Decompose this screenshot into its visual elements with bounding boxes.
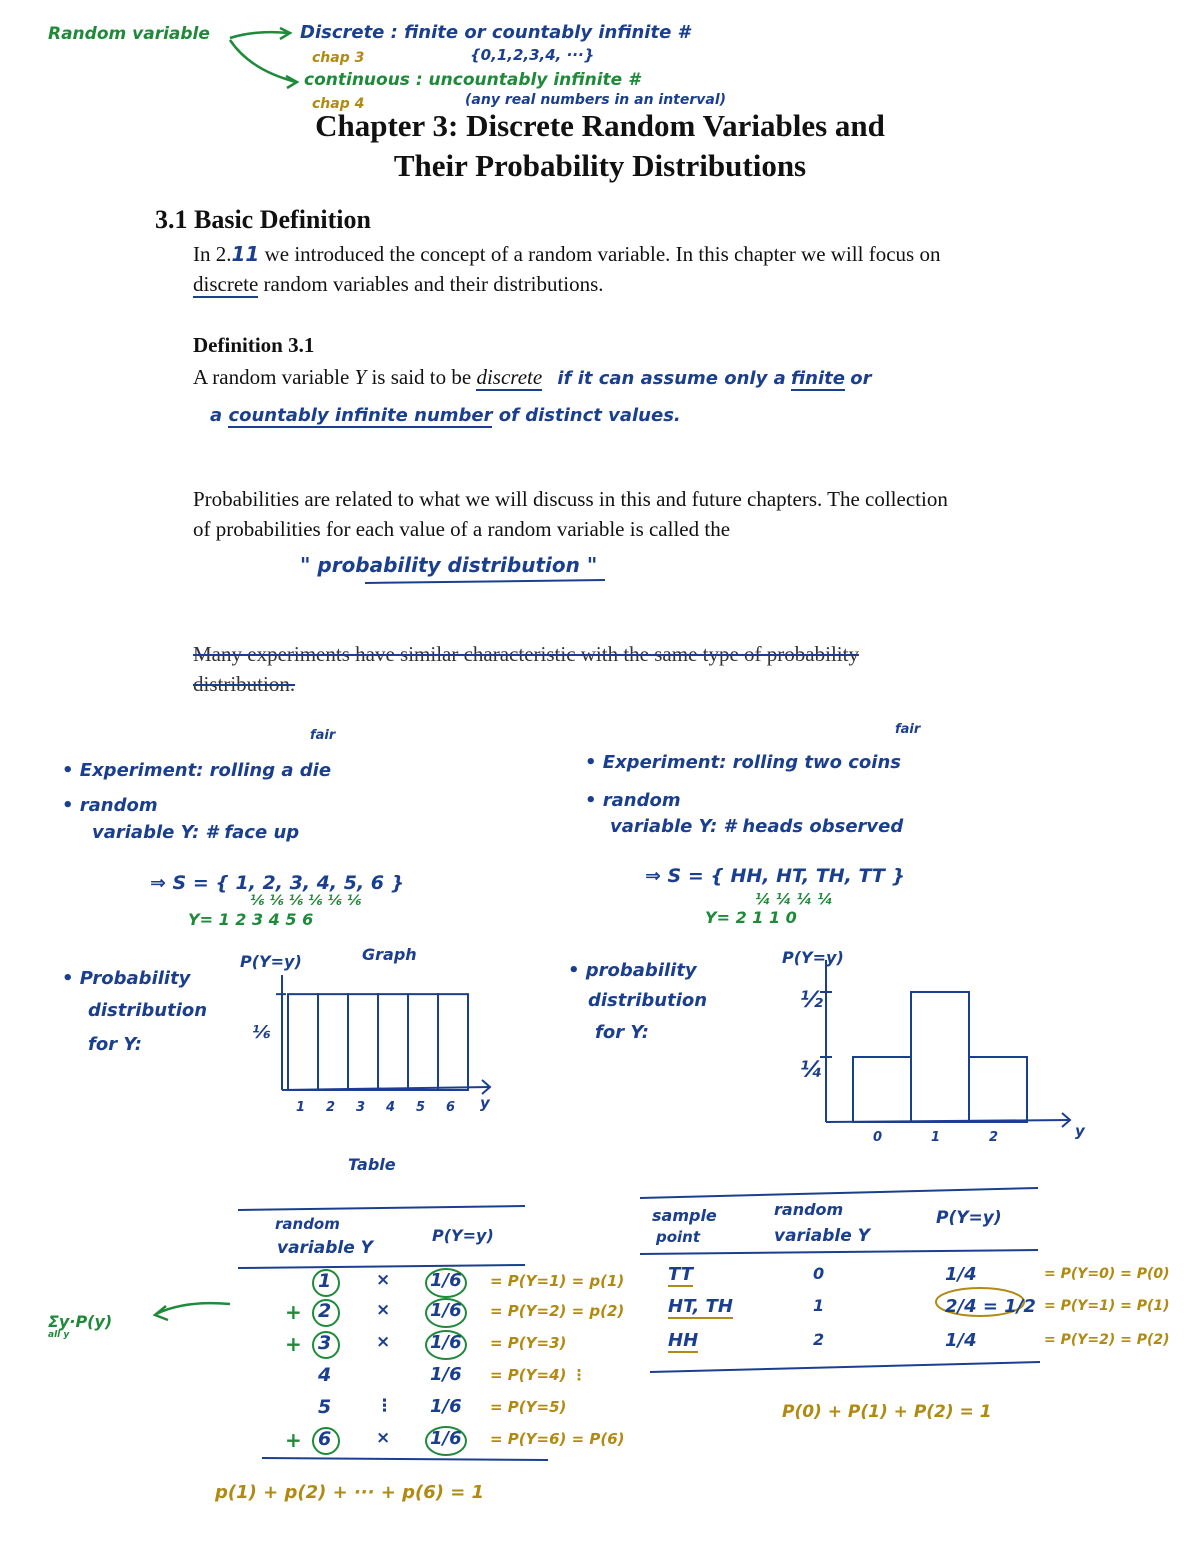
right-bar-chart — [820, 960, 1070, 1127]
tbl-right-head-col2-b: variable Y — [774, 1226, 870, 1246]
row-operator: × — [376, 1428, 391, 1448]
row-note: = P(Y=5) — [490, 1398, 567, 1416]
row-note: = P(Y=3) — [490, 1334, 567, 1352]
table-left-header-rule — [238, 1265, 525, 1268]
row-y-value: 1 — [318, 1270, 332, 1292]
table-label: Table — [348, 1155, 396, 1174]
right-x-tick-label: 1 — [931, 1130, 941, 1145]
row-sample-point: TT — [668, 1264, 693, 1285]
right-y-row: Y= 2 1 1 0 — [705, 908, 797, 927]
annotation-discrete-set: {0,1,2,3,4, ···} — [470, 46, 595, 64]
table-right-bottom-rule — [650, 1362, 1040, 1372]
row-y-value: 2 — [318, 1300, 332, 1322]
row-sample-point: HT, TH — [668, 1296, 733, 1317]
left-x-tick-label: 4 — [386, 1100, 396, 1115]
row-y-value: 3 — [318, 1332, 332, 1354]
row-operator: ⋮ — [376, 1396, 393, 1416]
left-bar — [408, 994, 438, 1090]
right-probs-row: ¼ ¼ ¼ ¼ — [755, 890, 833, 908]
row-note: = P(Y=1) = P(1) — [1044, 1298, 1170, 1314]
left-experiment: • Experiment: rolling a die — [62, 760, 332, 781]
left-bar — [318, 994, 348, 1090]
left-x-tick-label: 1 — [296, 1100, 306, 1115]
row-note: = P(Y=2) = p(2) — [490, 1302, 625, 1320]
probabilities-paragraph-line1: Probabilities are related to what we will discuss in this and future chapters. The collection — [193, 487, 948, 511]
right-tick-half: ½ — [800, 988, 823, 1013]
left-sample-space: ⇒ S = { 1, 2, 3, 4, 5, 6 } — [150, 872, 405, 894]
row-probability: 1/4 — [945, 1264, 977, 1285]
tbl-right-head-col3: P(Y=y) — [936, 1208, 1002, 1228]
intro-paragraph-line2: discrete random variables and their distributions. — [193, 272, 604, 296]
intro-paragraph-line1: In 2.11 we introduced the concept of a random variable. In this chapter we will focus on — [193, 242, 941, 266]
row-probability: 1/6 — [430, 1300, 462, 1321]
left-bar — [348, 994, 378, 1090]
row-plus: + — [285, 1300, 302, 1324]
annotation-continuous: continuous : uncountably infinite # — [304, 70, 640, 90]
row-probability: 1/6 — [430, 1396, 462, 1417]
annotation-discrete: Discrete : finite or countably infinite # — [300, 22, 691, 43]
left-variable: variable Y: # face up — [92, 822, 300, 843]
row-plus: + — [285, 1428, 302, 1452]
tbl-left-head-col1-a: random — [275, 1215, 340, 1233]
row-probability: 1/6 — [430, 1428, 462, 1449]
table-left-total: p(1) + p(2) + ··· + p(6) = 1 — [215, 1482, 485, 1503]
left-probdist-1: • Probability — [62, 968, 191, 989]
tbl-right-head-col1-a: sample — [652, 1206, 717, 1225]
left-x-tick-label: 6 — [446, 1100, 456, 1115]
row-y-value: 5 — [318, 1396, 332, 1418]
left-bar — [378, 994, 408, 1090]
row-note: = P(Y=6) = P(6) — [490, 1430, 625, 1448]
left-fair-note: fair — [310, 728, 336, 743]
arrow-head-sum — [155, 1306, 168, 1320]
probability-distribution-handwritten: " probability distribution " — [300, 553, 598, 577]
right-random: • random — [585, 790, 681, 811]
left-probdist-2: distribution — [88, 1000, 208, 1021]
underline-prob-dist — [365, 580, 605, 583]
intro-handwritten-mark: 11 — [231, 242, 260, 266]
section-heading: 3.1 Basic Definition — [155, 205, 371, 234]
chapter-title-line1: Chapter 3: Discrete Random Variables and — [315, 108, 885, 143]
right-sample-space: ⇒ S = { HH, HT, TH, TT } — [645, 865, 905, 887]
right-probdist-3: for Y: — [595, 1022, 650, 1043]
tbl-left-head-col1-b: variable Y — [277, 1238, 373, 1258]
probabilities-paragraph-line2: of probabilities for each value of a random variable is called the — [193, 517, 731, 541]
right-tick-quarter: ¼ — [800, 1058, 823, 1083]
annotation-random-variable: Random variable — [48, 24, 210, 44]
table-right-header-rule — [640, 1250, 1038, 1254]
left-x-axis-label: y — [480, 1094, 490, 1112]
left-probdist-3: for Y: — [88, 1034, 143, 1055]
left-y-row: Y= 1 2 3 4 5 6 — [188, 910, 314, 929]
tbl-right-head-col1-b: point — [656, 1228, 701, 1246]
right-probdist-1: • probability — [568, 960, 697, 981]
table-right-total: P(0) + P(1) + P(2) = 1 — [782, 1402, 992, 1422]
row-operator: × — [376, 1332, 391, 1352]
row-sample-point: HH — [668, 1330, 699, 1351]
chapter-title-line2: Their Probability Distributions — [393, 148, 807, 183]
tbl-left-head-col2: P(Y=y) — [432, 1226, 494, 1245]
left-graph-label: Graph — [362, 945, 417, 964]
struck-text-line2: distribution. — [193, 672, 296, 696]
right-x-tick-label: 0 — [873, 1130, 883, 1145]
struck-text-line1: Many experiments have similar characteristic with the same type of probability — [193, 642, 859, 666]
right-variable: variable Y: # heads observed — [610, 816, 904, 837]
left-bar-chart — [276, 975, 490, 1094]
arrow-sum — [156, 1303, 230, 1314]
left-x-tick-label: 2 — [326, 1100, 336, 1115]
right-probdist-2: distribution — [588, 990, 708, 1011]
definition-heading: Definition 3.1 — [193, 333, 315, 357]
tbl-right-head-col2-a: random — [774, 1200, 844, 1219]
row-note: = P(Y=2) = P(2) — [1044, 1332, 1170, 1348]
right-x-tick-label: 2 — [989, 1130, 999, 1145]
row-probability: 1/6 — [430, 1364, 462, 1385]
right-x-axis-label: y — [1075, 1122, 1085, 1140]
left-x-tick-label: 5 — [416, 1100, 426, 1115]
right-fair-note: fair — [895, 722, 921, 737]
right-bar — [911, 992, 969, 1122]
left-bar — [438, 994, 468, 1090]
right-experiment: • Experiment: rolling two coins — [585, 752, 901, 773]
row-note: = P(Y=1) = p(1) — [490, 1272, 625, 1290]
row-probability: 2/4 = 1/2 — [945, 1296, 1036, 1317]
row-y-value: 4 — [318, 1364, 332, 1386]
row-operator: × — [376, 1270, 391, 1290]
definition-line2: a countably infinite number of distinct values. — [210, 405, 681, 426]
left-random: • random — [62, 795, 158, 816]
arrow-continuous — [230, 40, 296, 82]
annotation-chap3: chap 3 — [312, 50, 365, 66]
definition-line1: A random variable Y is said to be discrete if it can assume only a finite or — [193, 365, 872, 389]
table-left-bottom-rule — [262, 1458, 548, 1460]
left-probs-row: ⅙ ⅙ ⅙ ⅙ ⅙ ⅙ — [250, 893, 362, 909]
row-plus: + — [285, 1332, 302, 1356]
annotation-chap4: chap 4 — [312, 96, 365, 112]
discrete-underlined: discrete — [193, 272, 259, 296]
row-probability: 1/4 — [945, 1330, 977, 1351]
left-bar — [288, 994, 318, 1090]
table-right-top-rule — [640, 1188, 1038, 1198]
row-probability: 1/6 — [430, 1332, 462, 1353]
row-y-value: 1 — [813, 1296, 825, 1315]
row-operator: × — [376, 1300, 391, 1320]
row-note: = P(Y=4) ⋮ — [490, 1366, 587, 1384]
row-note: = P(Y=0) = P(0) — [1044, 1266, 1170, 1282]
right-bar — [853, 1057, 911, 1122]
table-left-top-rule — [238, 1206, 525, 1210]
right-bar — [969, 1057, 1027, 1122]
row-y-value: 6 — [318, 1428, 332, 1450]
row-y-value: 0 — [813, 1264, 825, 1283]
sum-subscript: all y — [48, 1330, 70, 1340]
row-probability: 1/6 — [430, 1270, 462, 1291]
sum-note: Σy·P(y) — [48, 1312, 113, 1331]
left-axis-label: P(Y=y) — [240, 952, 302, 971]
left-x-tick-label: 3 — [356, 1100, 366, 1115]
left-tick-label: ⅙ — [252, 1022, 271, 1043]
row-y-value: 2 — [813, 1330, 825, 1349]
arrow-discrete — [230, 32, 288, 38]
annotation-any-real: (any real numbers in an interval) — [465, 92, 727, 108]
right-axis-label: P(Y=y) — [782, 948, 844, 967]
